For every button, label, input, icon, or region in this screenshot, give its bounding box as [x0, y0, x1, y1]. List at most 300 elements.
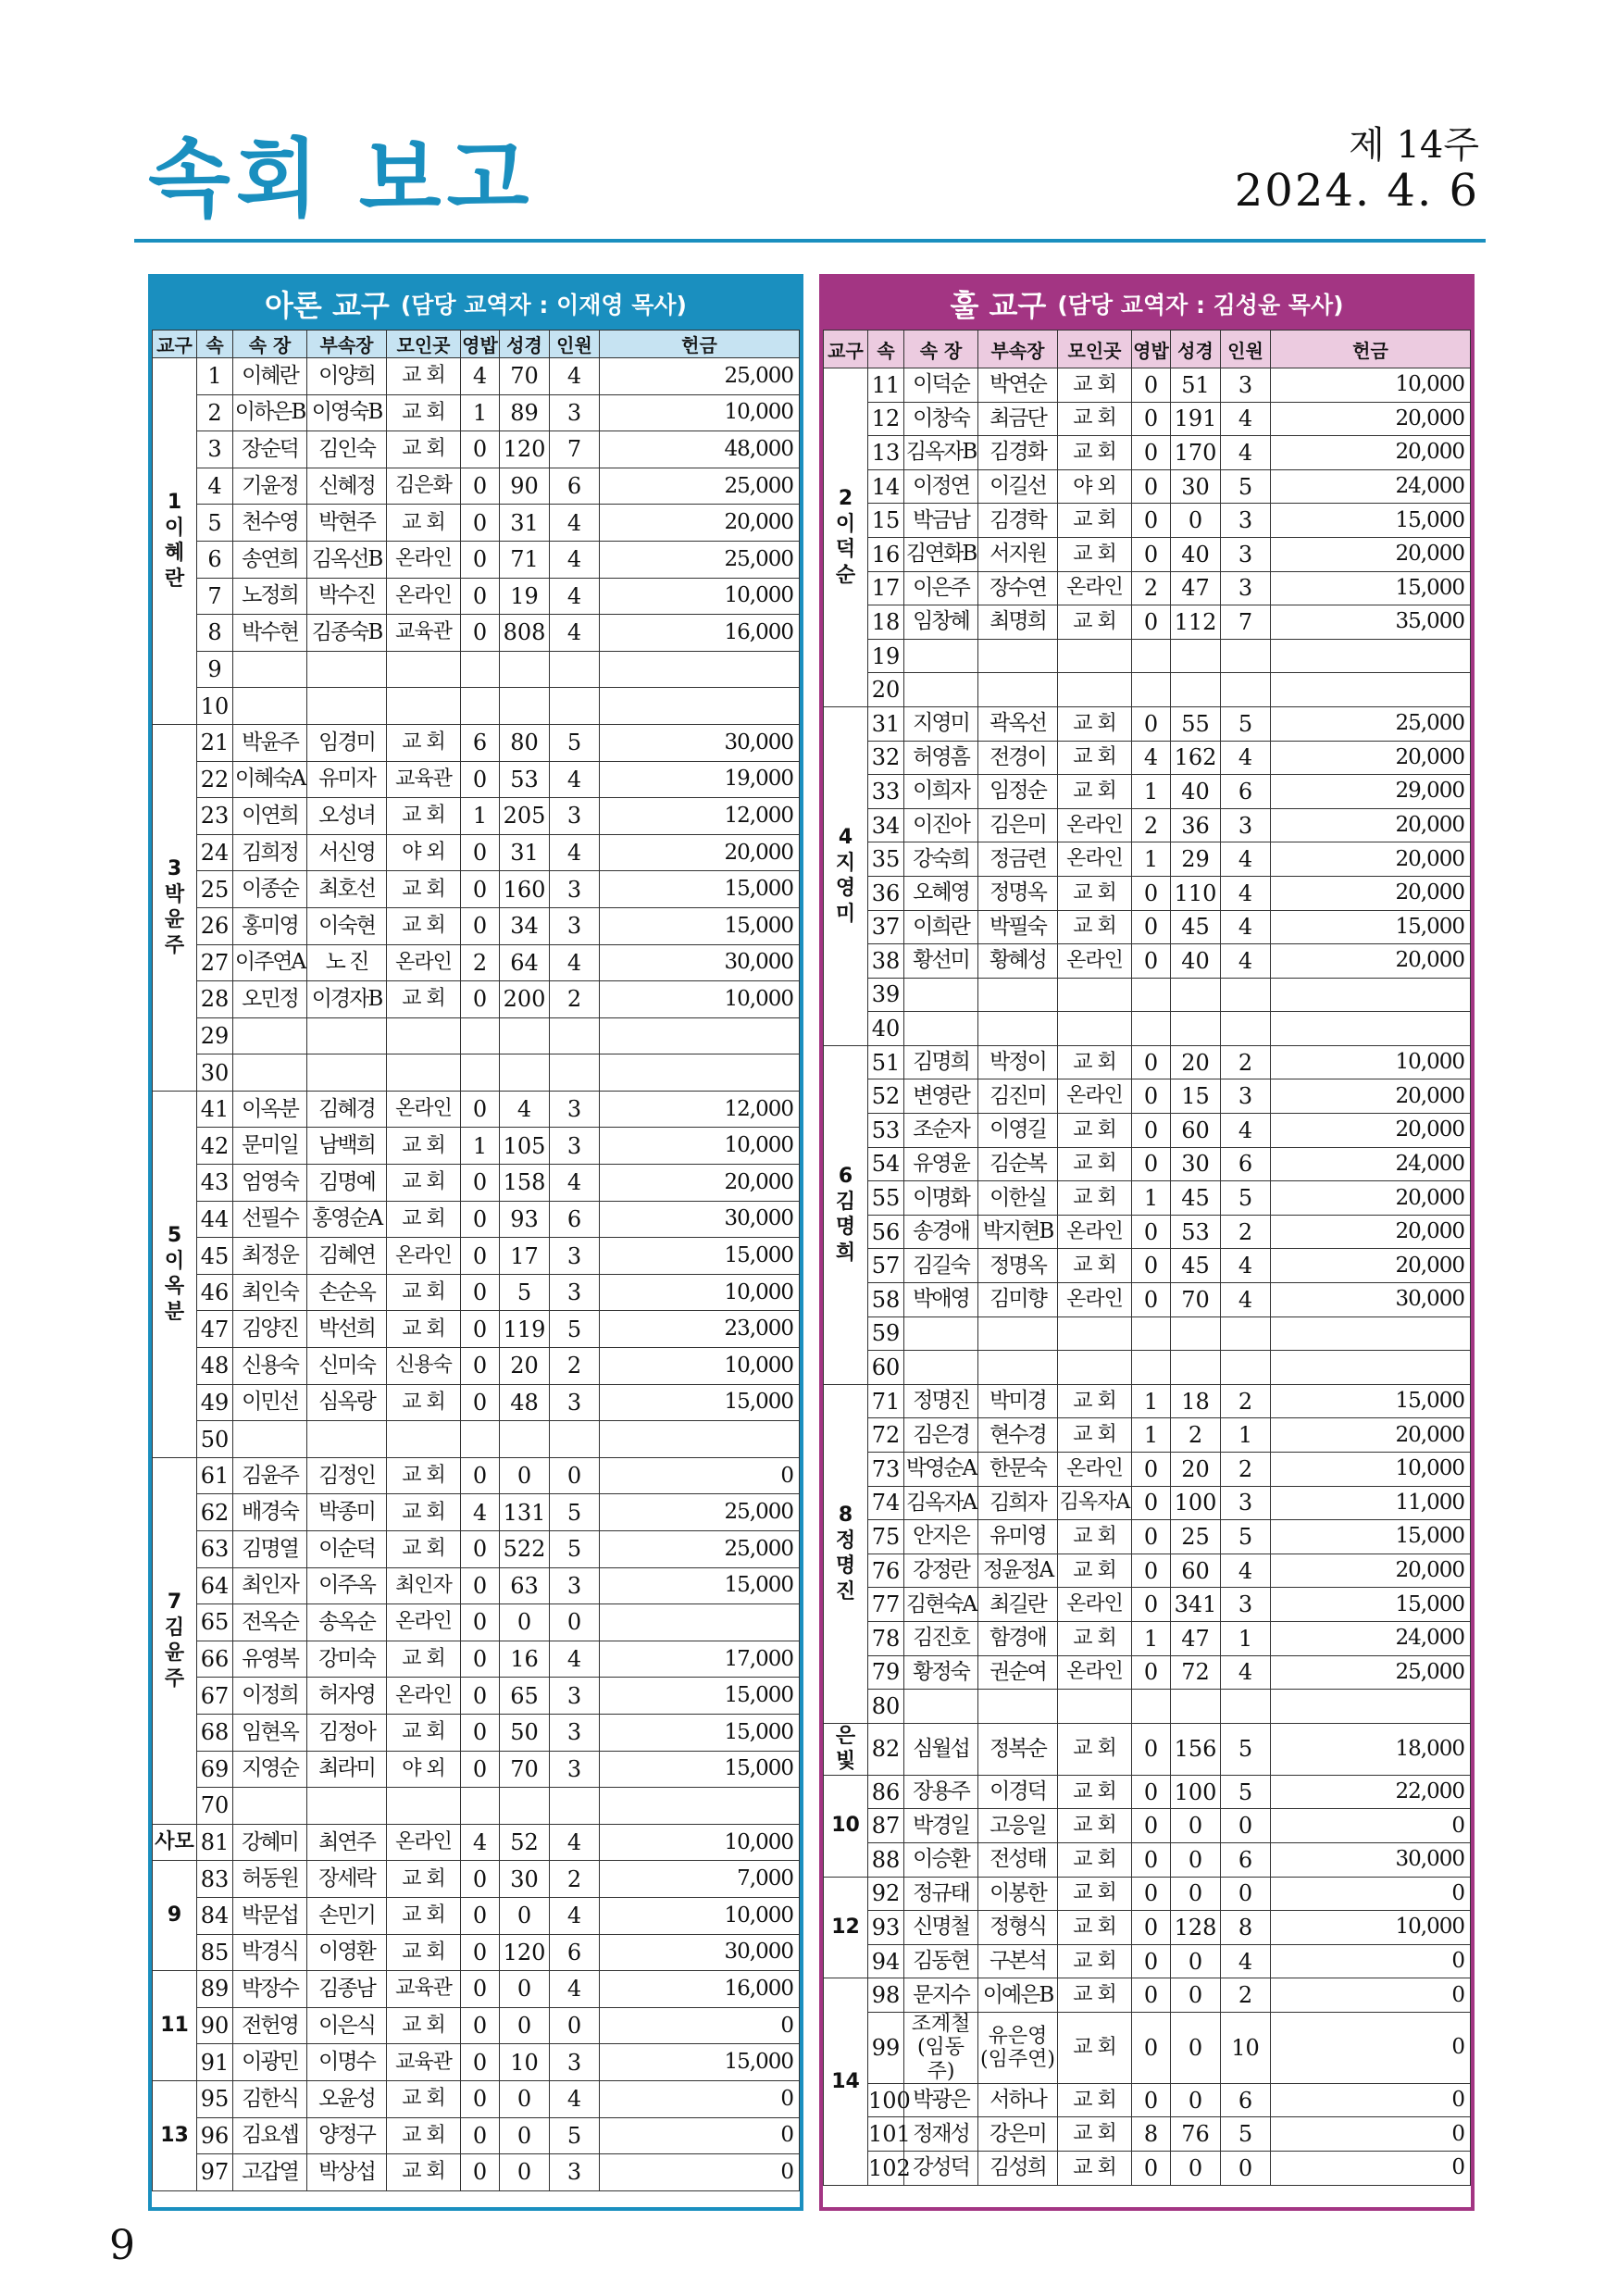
offering: 20,000: [1271, 1181, 1471, 1216]
sub-leader-name: 허자영: [307, 1678, 387, 1715]
attendance: 3: [550, 1274, 600, 1311]
group-number: 71: [868, 1384, 904, 1418]
attendance: 0: [550, 1604, 600, 1641]
newcomer-count: [461, 1788, 500, 1825]
attendance: 7: [550, 431, 600, 468]
group-number: 29: [197, 1017, 233, 1054]
offering: 20,000: [1271, 436, 1471, 470]
group-number: 95: [197, 2080, 233, 2117]
sub-leader-name: 이영길: [978, 1114, 1058, 1148]
table-header-row: [153, 331, 800, 358]
offering: 24,000: [1271, 1147, 1471, 1181]
group-number: 62: [197, 1494, 233, 1531]
newcomer-count: 0: [1132, 1877, 1171, 1911]
group-number: 63: [197, 1531, 233, 1568]
meeting-place: 교 회: [1058, 537, 1132, 571]
sub-leader-name: 박현주: [307, 505, 387, 542]
sub-leader-name: 이예은B: [978, 1978, 1058, 2013]
newcomer-count: 1: [1132, 842, 1171, 877]
offering: 0: [1271, 2012, 1471, 2083]
offering: 0: [1271, 1978, 1471, 2013]
meeting-place: 온라인: [1058, 1453, 1132, 1487]
table-row: [153, 871, 800, 908]
aaron-district-panel: [148, 274, 803, 2211]
sub-leader-name: [978, 1316, 1058, 1351]
sub-leader-name: 양정구: [307, 2117, 387, 2154]
leader-name: 장순덕: [233, 431, 307, 468]
table-row: [824, 1045, 1471, 1079]
meeting-place: 교 회: [387, 2007, 461, 2044]
meeting-place: 교 회: [1058, 1147, 1132, 1181]
leader-name: 박영순A: [904, 1453, 978, 1487]
bible-reading: 0: [1171, 2012, 1221, 2083]
table-row: [153, 468, 800, 505]
district-label: 11: [153, 1971, 197, 2081]
newcomer-count: 0: [461, 1165, 500, 1202]
newcomer-count: 0: [1132, 504, 1171, 538]
attendance: 3: [550, 1128, 600, 1165]
attendance: 6: [1221, 2083, 1271, 2117]
meeting-place: 교 회: [387, 1311, 461, 1348]
table-row: [824, 1147, 1471, 1181]
sub-leader-name: 홍영순A: [307, 1201, 387, 1238]
offering: 15,000: [600, 907, 800, 944]
offering: 25,000: [600, 1531, 800, 1568]
sub-leader-name: 김인숙: [307, 431, 387, 468]
offering: 23,000: [600, 1311, 800, 1348]
meeting-place: 교 회: [1058, 436, 1132, 470]
newcomer-count: 0: [1132, 1809, 1171, 1843]
group-number: 53: [868, 1114, 904, 1148]
newcomer-count: 0: [1132, 1249, 1171, 1283]
table-row: [824, 775, 1471, 809]
meeting-place: 교 회: [387, 1641, 461, 1678]
leader-name: 김명희: [904, 1045, 978, 1079]
offering: 25,000: [600, 1494, 800, 1531]
sub-leader-name: 김은미: [978, 808, 1058, 842]
attendance: 4: [1221, 436, 1271, 470]
column-header: 모인곳: [1058, 331, 1132, 368]
group-number: 76: [868, 1554, 904, 1588]
meeting-place: 교 회: [387, 724, 461, 761]
sub-leader-name: 손순옥: [307, 1274, 387, 1311]
offering: 18,000: [1271, 1723, 1471, 1775]
meeting-place: 온라인: [1058, 1079, 1132, 1114]
sub-leader-name: 곽옥선: [978, 706, 1058, 741]
offering: 16,000: [600, 615, 800, 652]
leader-name: 이옥분: [233, 1091, 307, 1128]
table-row: [153, 1604, 800, 1641]
table-row: [824, 944, 1471, 979]
leader-name: 이종순: [233, 871, 307, 908]
group-number: 18: [868, 605, 904, 640]
bible-reading: 53: [1171, 1215, 1221, 1249]
bible-reading: 16: [500, 1641, 550, 1678]
group-number: 81: [197, 1824, 233, 1861]
leader-name: [904, 1316, 978, 1351]
attendance: 3: [550, 1714, 600, 1751]
group-number: 11: [868, 368, 904, 403]
offering: 10,000: [600, 1348, 800, 1385]
newcomer-count: 0: [461, 1531, 500, 1568]
table-row: [824, 1114, 1471, 1148]
newcomer-count: 1: [1132, 1621, 1171, 1655]
meeting-place: [1058, 978, 1132, 1012]
group-number: 93: [868, 1911, 904, 1945]
meeting-place: 교 회: [1058, 1944, 1132, 1978]
leader-name: 허영흠: [904, 741, 978, 775]
attendance: 2: [550, 1861, 600, 1898]
group-number: 23: [197, 798, 233, 835]
group-number: 50: [197, 1421, 233, 1458]
meeting-place: 신용숙: [387, 1348, 461, 1385]
attendance: 4: [550, 834, 600, 871]
leader-name: 지영순: [233, 1751, 307, 1788]
newcomer-count: [461, 1421, 500, 1458]
sub-leader-name: 이길선: [978, 469, 1058, 504]
group-number: 49: [197, 1384, 233, 1421]
offering: 22,000: [1271, 1775, 1471, 1809]
attendance: 5: [550, 2117, 600, 2154]
table-row: [153, 981, 800, 1018]
group-number: 19: [868, 639, 904, 673]
sub-leader-name: 김경화: [978, 436, 1058, 470]
leader-name: 황정숙: [904, 1655, 978, 1690]
table-row: [824, 1012, 1471, 1046]
bible-reading: 70: [500, 1751, 550, 1788]
sub-leader-name: 유미영: [978, 1520, 1058, 1554]
offering: 0: [1271, 2151, 1471, 2185]
bible-reading: 170: [1171, 436, 1221, 470]
group-number: 86: [868, 1775, 904, 1809]
table-row: [824, 1690, 1471, 1724]
offering: 0: [1271, 1809, 1471, 1843]
page-number: 9: [109, 2222, 135, 2269]
newcomer-count: 0: [461, 1311, 500, 1348]
table-row: [153, 798, 800, 835]
bible-reading: 10: [500, 2044, 550, 2081]
table-row: [824, 1723, 1471, 1775]
leader-name: 김한식: [233, 2080, 307, 2117]
group-number: 77: [868, 1588, 904, 1622]
sub-leader-name: 김혜연: [307, 1238, 387, 1275]
offering: [600, 1604, 800, 1641]
table-row: [824, 978, 1471, 1012]
column-header: 부속장: [307, 331, 387, 358]
bible-reading: 30: [1171, 1147, 1221, 1181]
attendance: 4: [1221, 1944, 1271, 1978]
newcomer-count: 0: [1132, 876, 1171, 910]
attendance: 3: [1221, 368, 1271, 403]
offering: 0: [600, 1457, 800, 1494]
newcomer-count: 0: [1132, 706, 1171, 741]
bible-reading: 128: [1171, 1911, 1221, 1945]
group-number: 44: [197, 1201, 233, 1238]
table-row: [824, 1181, 1471, 1216]
group-number: 57: [868, 1249, 904, 1283]
offering: 0: [1271, 2117, 1471, 2152]
bible-reading: 808: [500, 615, 550, 652]
bible-reading: [1171, 1690, 1221, 1724]
table-row: [824, 1944, 1471, 1978]
meeting-place: 온라인: [1058, 1215, 1132, 1249]
leader-name: 최인자: [233, 1567, 307, 1604]
newcomer-count: 4: [461, 1494, 500, 1531]
meeting-place: 야 외: [387, 834, 461, 871]
attendance: 7: [1221, 605, 1271, 640]
newcomer-count: 0: [1132, 944, 1171, 979]
group-number: 94: [868, 1944, 904, 1978]
group-number: 30: [197, 1054, 233, 1092]
bible-reading: 71: [500, 541, 550, 578]
offering: 0: [600, 2007, 800, 2044]
bible-reading: 60: [1171, 1554, 1221, 1588]
attendance: 4: [550, 1641, 600, 1678]
leader-name: 김옥자A: [904, 1486, 978, 1520]
meeting-place: 온라인: [387, 578, 461, 615]
group-number: 56: [868, 1215, 904, 1249]
sub-leader-name: 노 진: [307, 944, 387, 981]
table-row: [824, 673, 1471, 707]
sub-leader-name: 강미숙: [307, 1641, 387, 1678]
district-label: 3 박 윤 주: [153, 724, 197, 1091]
attendance: 4: [550, 615, 600, 652]
table-row: [153, 1714, 800, 1751]
offering: 20,000: [600, 505, 800, 542]
group-number: 32: [868, 741, 904, 775]
district-label: 6 김 명 희: [824, 1045, 868, 1384]
group-number: 68: [197, 1714, 233, 1751]
sub-leader-name: 황혜성: [978, 944, 1058, 979]
attendance: 0: [550, 1457, 600, 1494]
report-date: 2024. 4. 6: [1234, 165, 1479, 217]
table-row: [153, 358, 800, 395]
bible-reading: 15: [1171, 1079, 1221, 1114]
bible-reading: 0: [1171, 1877, 1221, 1911]
meeting-place: 교 회: [387, 1128, 461, 1165]
meeting-place: 교 회: [1058, 910, 1132, 944]
sub-leader-name: 이명수: [307, 2044, 387, 2081]
meeting-place: 교육관: [387, 761, 461, 798]
leader-name: 배경숙: [233, 1494, 307, 1531]
column-header: 모인곳: [387, 331, 461, 358]
leader-name: 이연희: [233, 798, 307, 835]
leader-name: 오혜영: [904, 876, 978, 910]
sub-leader-name: 신미숙: [307, 1348, 387, 1385]
sub-leader-name: 유은영 (임주연): [978, 2012, 1058, 2083]
sub-leader-name: [978, 978, 1058, 1012]
bible-reading: 45: [1171, 1181, 1221, 1216]
sub-leader-name: 최호선: [307, 871, 387, 908]
meeting-place: 교 회: [1058, 2083, 1132, 2117]
bible-reading: 119: [500, 1311, 550, 1348]
attendance: 6: [550, 1201, 600, 1238]
sub-leader-name: 정명옥: [978, 1249, 1058, 1283]
offering: 24,000: [1271, 1621, 1471, 1655]
newcomer-count: 0: [1132, 537, 1171, 571]
leader-name: 선필수: [233, 1201, 307, 1238]
offering: 25,000: [1271, 1655, 1471, 1690]
attendance: 5: [550, 1531, 600, 1568]
leader-name: 김희정: [233, 834, 307, 871]
offering: 10,000: [600, 1824, 800, 1861]
group-number: 92: [868, 1877, 904, 1911]
offering: 15,000: [600, 1567, 800, 1604]
panel-title: 훌 교구: [950, 288, 1047, 323]
leader-name: 기윤정: [233, 468, 307, 505]
table-row: [824, 1621, 1471, 1655]
leader-name: 김은경: [904, 1418, 978, 1453]
meeting-place: 교 회: [1058, 1775, 1132, 1809]
attendance: [1221, 978, 1271, 1012]
attendance: 6: [1221, 1147, 1271, 1181]
sub-leader-name: 임정순: [978, 775, 1058, 809]
bible-reading: 90: [500, 468, 550, 505]
offering: 20,000: [1271, 1554, 1471, 1588]
sub-leader-name: 손민기: [307, 1897, 387, 1934]
attendance: 2: [1221, 1045, 1271, 1079]
newcomer-count: [461, 651, 500, 688]
meeting-place: 교 회: [1058, 1621, 1132, 1655]
bible-reading: 105: [500, 1128, 550, 1165]
attendance: 6: [1221, 775, 1271, 809]
column-header: 교구: [824, 331, 868, 368]
offering: 10,000: [600, 981, 800, 1018]
group-number: 83: [197, 1861, 233, 1898]
bible-reading: 52: [500, 1824, 550, 1861]
group-number: 73: [868, 1453, 904, 1487]
table-row: [824, 910, 1471, 944]
bible-reading: 93: [500, 1201, 550, 1238]
offering: 10,000: [600, 1274, 800, 1311]
leader-name: [904, 639, 978, 673]
sub-leader-name: [307, 1017, 387, 1054]
leader-name: 엄영숙: [233, 1165, 307, 1202]
leader-name: [904, 1690, 978, 1724]
table-row: [153, 1678, 800, 1715]
newcomer-count: 0: [461, 761, 500, 798]
table-row: [153, 1384, 800, 1421]
newcomer-count: 0: [1132, 1944, 1171, 1978]
bible-reading: 4: [500, 1091, 550, 1128]
leader-name: 김현숙A: [904, 1588, 978, 1622]
offering: 10,000: [600, 1128, 800, 1165]
table-row: [153, 505, 800, 542]
meeting-place: 온라인: [1058, 571, 1132, 605]
attendance: 4: [550, 1897, 600, 1934]
attendance: [550, 1054, 600, 1092]
meeting-place: 온라인: [387, 1678, 461, 1715]
leader-name: [233, 1054, 307, 1092]
meeting-place: 교 회: [1058, 1877, 1132, 1911]
group-number: 27: [197, 944, 233, 981]
leader-name: 김연화B: [904, 537, 978, 571]
offering: [600, 1017, 800, 1054]
newcomer-count: 0: [1132, 1723, 1171, 1775]
table-row: [153, 1494, 800, 1531]
sub-leader-name: 이순덕: [307, 1531, 387, 1568]
newcomer-count: 0: [461, 1641, 500, 1678]
attendance: [550, 1017, 600, 1054]
leader-name: 강숙희: [904, 842, 978, 877]
group-number: 25: [197, 871, 233, 908]
bible-reading: 50: [500, 1714, 550, 1751]
table-row: [153, 1971, 800, 2008]
offering: 12,000: [600, 798, 800, 835]
meeting-place: 온라인: [387, 1824, 461, 1861]
table-row: [824, 1079, 1471, 1114]
offering: 20,000: [1271, 808, 1471, 842]
sub-leader-name: 최라미: [307, 1751, 387, 1788]
group-number: 37: [868, 910, 904, 944]
group-number: 17: [868, 571, 904, 605]
leader-name: 조계철 (임동주): [904, 2012, 978, 2083]
leader-name: [904, 673, 978, 707]
leader-name: 김윤주: [233, 1457, 307, 1494]
attendance: 1: [1221, 1621, 1271, 1655]
table-row: [153, 1934, 800, 1971]
table-row: [824, 1418, 1471, 1453]
table-row: [153, 1128, 800, 1165]
table-row: [824, 1655, 1471, 1690]
table-row: [153, 541, 800, 578]
bible-reading: 0: [500, 2007, 550, 2044]
group-number: 55: [868, 1181, 904, 1216]
sub-leader-name: 권순여: [978, 1655, 1058, 1690]
attendance: 5: [1221, 706, 1271, 741]
newcomer-count: 0: [1132, 1775, 1171, 1809]
table-row: [824, 1384, 1471, 1418]
attendance: 1: [1221, 1418, 1271, 1453]
group-number: 100: [868, 2083, 904, 2117]
newcomer-count: 0: [1132, 1215, 1171, 1249]
offering: 15,000: [600, 1384, 800, 1421]
sub-leader-name: 박지현B: [978, 1215, 1058, 1249]
sub-leader-name: [307, 651, 387, 688]
newcomer-count: [1132, 1351, 1171, 1385]
bible-reading: 25: [1171, 1520, 1221, 1554]
group-number: 15: [868, 504, 904, 538]
attendance: 4: [550, 358, 600, 395]
newcomer-count: [1132, 1012, 1171, 1046]
table-row: [824, 1249, 1471, 1283]
newcomer-count: 0: [1132, 402, 1171, 436]
sub-leader-name: 장수연: [978, 571, 1058, 605]
meeting-place: 교 회: [387, 1494, 461, 1531]
district-label: 1 이 혜 란: [153, 358, 197, 725]
meeting-place: 교 회: [1058, 1418, 1132, 1453]
bible-reading: 100: [1171, 1486, 1221, 1520]
meeting-place: 교 회: [1058, 1249, 1132, 1283]
offering: [600, 688, 800, 725]
offering: [600, 1054, 800, 1092]
table-row: [153, 834, 800, 871]
offering: 20,000: [1271, 1114, 1471, 1148]
attendance: 4: [550, 944, 600, 981]
newcomer-count: 1: [1132, 1418, 1171, 1453]
newcomer-count: 1: [461, 798, 500, 835]
sub-leader-name: 최길란: [978, 1588, 1058, 1622]
meeting-place: 교육관: [387, 2044, 461, 2081]
group-number: 101: [868, 2117, 904, 2152]
offering: 0: [1271, 1944, 1471, 1978]
table-row: [824, 368, 1471, 403]
offering: 20,000: [1271, 944, 1471, 979]
column-header: 속 장: [904, 331, 978, 368]
newcomer-count: 0: [1132, 368, 1171, 403]
meeting-place: [387, 688, 461, 725]
attendance: 4: [1221, 876, 1271, 910]
